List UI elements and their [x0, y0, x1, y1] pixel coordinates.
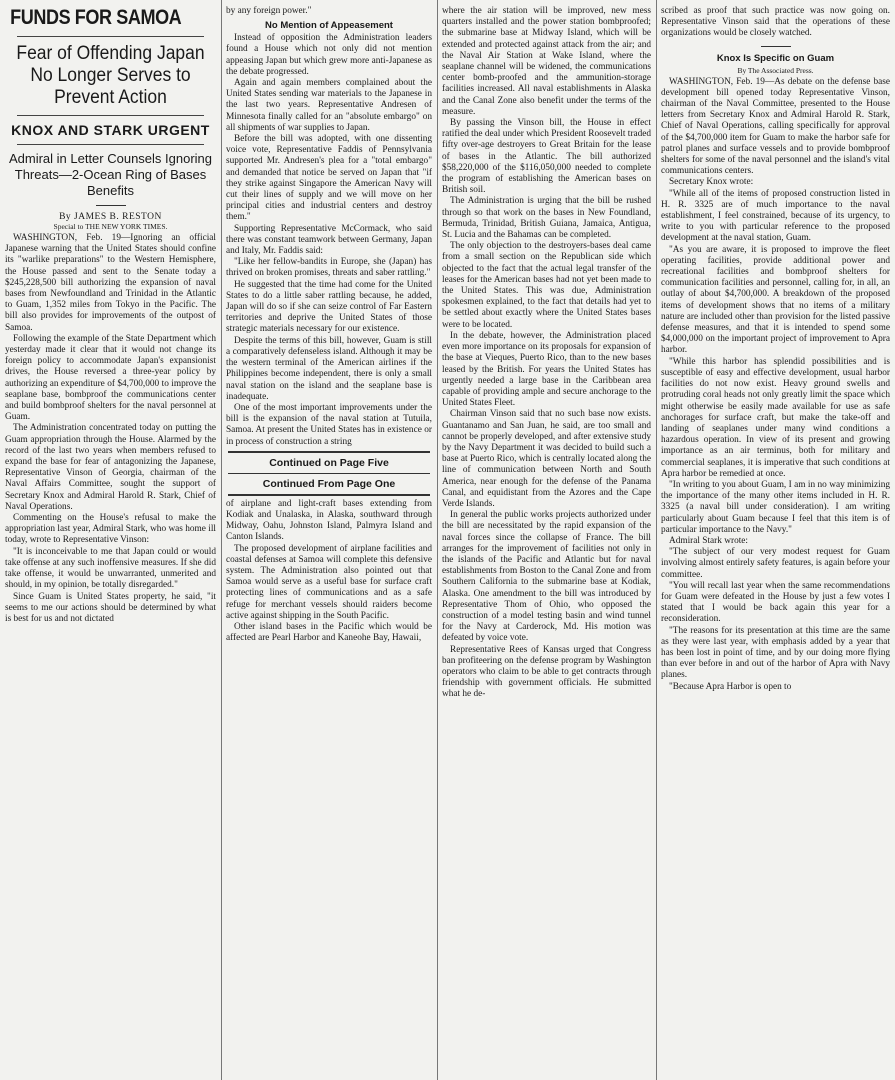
paragraph: Representative Rees of Kansas urged that Congress ban profiteering on the defense program by Washington operators who claim to be able to get contracts through friendship with government officials. He submitted what he de-: [442, 644, 651, 700]
paragraph: WASHINGTON, Feb. 19—As debate on the defense base development bill opened today Representative Vinson, chairman of the Naval Committee, presented to the House letters from Secretary Knox and Admiral Harold R. Stark, Chief of Naval Operations, calling specifically for approval of the $4,700,000 item for Guam to make the harbor safe for patrol planes and surface vessels and to provide bombproof shelters for some of the naval personnel and the island's vital communications centers.: [661, 76, 890, 177]
paragraph: "The reasons for its presentation at this time are the same as they were last year, with emphasis added by a year that has been lost in point of time, and by our doing more flying than ever before in and out of the harbor of Apra with Navy planes.: [661, 625, 890, 681]
paragraph: Again and again members complained about the United States sending war materials to the Japanese in the last two years. Representative Andresen of Minnesota finally called for an "absolute embargo" on all shipments of war supplies to Japan.: [226, 78, 432, 133]
paragraph: scribed as proof that such practice was now going on. Representative Vinson said that the operations of these organizations would be closely watched.: [661, 6, 890, 39]
headline-deck-2: KNOX AND STARK URGENT: [11, 122, 210, 138]
paragraph: The only objection to the destroyers-bases deal came from a small section on the Republican side which objected to the fact that the actual legal transfer of the leases for the American bases had not yet been made to the United States. This was due, Administration spokesmen explained, to the fact that details had yet to be settled about exactly where the United States bases were to be located.: [442, 241, 651, 330]
divider: [96, 205, 126, 206]
paragraph: Since Guam is United States property, he said, "it seems to me our actions should be determined by what is best for us and not dictated: [5, 591, 216, 624]
headline-deck-3: Admiral in Letter Counsels Ignoring Threats—2-Ocean Ring of Bases Benefits: [8, 151, 213, 198]
paragraph: The Administration concentrated today on putting the Guam appropriation through the House. Alarmed by the record of the last two years when members refused to expand the base for fear of antagonizing the Japanese, Representative Vinson of Georgia, chairman of the Naval Affairs Committee, sought the support of Secretary Knox and Admiral Harold R. Stark, Chief of Naval Operations.: [5, 423, 216, 512]
article-body: [5, 233, 216, 625]
paragraph: In the debate, however, the Administration placed even more importance on its proposals for expansion of the base at Vieques, Puerto Rico, than to the new bases leased by the British. For years the United States has urgently needed a large base in the Caribbean area capable of providing ample and secure anchorage to the United States Fleet.: [442, 330, 651, 409]
paragraph: One of the most important improvements under the bill is the expansion of the naval station at Tutuila, Samoa. At present the United States has in existence or in process of construction a string: [226, 402, 432, 447]
divider: [17, 144, 204, 145]
paragraph: "The subject of our very modest request for Guam involving almost entirely safety features, is again before your committee.: [661, 547, 890, 580]
paragraph: Other island bases in the Pacific which would be affected are Pearl Harbor and Kaneohe Bay, Hawaii,: [226, 621, 432, 644]
divider: [17, 36, 204, 37]
headline-deck-1: Fear of Offending Japan No Longer Serves to Prevent Action: [16, 43, 205, 108]
dateline-credit: Special to THE NEW YORK TIMES.: [53, 222, 168, 231]
dateline-credit: By The Associated Press.: [737, 65, 814, 75]
paragraph: "While all of the items of proposed construction listed in H. R. 3325 are of much importance to the naval establishment, I feel constrained, because of its urgency, to write to you with particular reference to the proposed development at the naval station, Guam.: [661, 188, 890, 244]
divider: [761, 46, 791, 47]
paragraph: "While this harbor has splendid possibilities and is susceptible of easy and effective development, usual harbor facilities do not now exist. Heavy ground swells and protruding coral heads not only greatly limit the space which might otherwise be easily made available for use as safe anchorages for surface craft, but make the take-off and landing of seaplanes under many wind conditions a hazardous operation. In view of its present and growing importance as an air terminus, both for military and commercial seaplanes, it is imperative that such conditions at Apra harbor be remedied at once.: [661, 356, 890, 479]
paragraph: where the air station will be improved, new mess quarters installed and the power station bombproofed; the submarine base at Midway Island, which will be extended and protected against attack from the air; and the Naval Air Station at Wake Island, where the seaplane channel will be widened, the communications center bomb-proofed and the ammunition-storage facilities increased. All naval establishments in Alaska and the Canal Zone also benefit under the terms of the measure.: [442, 6, 651, 117]
paragraph: By passing the Vinson bill, the House in effect ratified the deal under which President Roosevelt traded fifty over-age destroyers to Great Britain for the lease of bases in the Atlantic. The bill authorized $58,220,000 of the $116,050,000 needed to complete the program of establishing the American bases on British soil.: [442, 118, 651, 196]
paragraph: Despite the terms of this bill, however, Guam is still a comparatively defenseless island. Although it may be the western terminal of the American airlines if the Philippines become independent, there is only a small naval station on the island and the seaplane base is inadequate.: [226, 335, 432, 402]
paragraph: Admiral Stark wrote:: [669, 535, 749, 546]
paragraph: "It is inconceivable to me that Japan could or would take offense at any such inoffensive measures. If she did take offense, it would be unwarranted, unmerited and should, in my opinion, be totally disregarded.": [5, 546, 216, 591]
paragraph: WASHINGTON, Feb. 19—Ignoring an official Japanese warning that the United States should confine its "warlike preparations" to the Western Hemisphere, the House passed and sent to the Senate today a $245,228,500 bill authorizing the expansion of naval bases from Newfoundland and Trinidad in the Atlantic to Guam, 1,352 miles from Tokyo in the Pacific. The bill also provides for improvements of the outpost of Samoa.: [5, 233, 216, 333]
paragraph: of airplane and light-craft bases extending from Kodiak and Unalaska, in Alaska, southward through Midway, Oahu, Johnston Island, Palmyra Island and Canton Islands.: [226, 498, 432, 543]
paragraph: "Because Apra Harbor is open to: [669, 681, 792, 692]
paragraph: The proposed development of airplane facilities and coastal defenses at Samoa will complete this defensive system. The Administration also pointed out that Samoa would serve as a useful base for surface craft protecting lines of communications and as a safe refuge for merchant vessels should raiders become active against shipping in the South Pacific.: [226, 543, 432, 621]
continuation-box: [228, 451, 430, 496]
paragraph: He suggested that the time had come for the United States to do a little saber rattling because, he added, Japan will do so if she can seize control of Far Eastern territories and deprive the United States of those strategic materials necessary for our existence.: [226, 279, 432, 335]
column-3: [437, 0, 656, 1080]
paragraph: The Administration is urging that the bill be rushed through so that work on the bases in New Foundland, Bermuda, Trinidad, British Guiana, Jamaica, Antigua, St. Lucia and the Bahamas can be completed.: [442, 196, 651, 241]
main-headline: FUNDS FOR SAMOA: [10, 6, 182, 29]
paragraph: "Like her fellow-bandits in Europe, she (Japan) has thrived on broken promises, threats and saber rattling.": [226, 257, 432, 279]
paragraph: "You will recall last year when the same recommendations for Guam were defeated in the House by just a few votes I stated that I would be back again this year for a reconsideration.: [661, 580, 890, 625]
paragraph: Commenting on the House's refusal to make the appropriation last year, Admiral Stark, who was home ill today, wrote to Representative Vinson:: [5, 513, 216, 546]
divider: [17, 115, 204, 116]
paragraph: Supporting Representative McCormack, who said there was constant teamwork between Germany, Japan and Italy, Mr. Faddis said:: [226, 223, 432, 257]
paragraph: In general the public works projects authorized under the bill are necessitated by the rapid expansion of the naval forces since the collapse of France. The bill arranges for the improvement of facilities not only in the islands of the Pacific and Atlantic but for naval establishments from Boston to the Canal Zone and from Southern California to the submarine base at Kodiak, Alaska. One amendment to the bill was introduced by Representative Thom of Ohio, who opposed the construction of a model testing basin and wind tunnel for the Navy at Carderock, Md. His motion was defeated by voice vote.: [442, 510, 651, 644]
paragraph: Before the bill was adopted, with one dissenting voice vote, Representative Faddis of Pennsylvania supported Mr. Andresen's plea for a "total embargo" and demanded that notice be served on Japan that "if they strike against Singapore the American Navy will cut their lines of supply and we will move on her principal cities and industrial centers and destroy them.": [226, 134, 432, 223]
paragraph: Chairman Vinson said that no such base now exists. Guantanamo and San Juan, he said, are too small and cannot be properly developed, and after extensive study by the Navy Department it was decided to build such a base at Puerto Rico, which is centrally located along the line of communication between North and South America, near enough for the defense of the Panama Canal, and equidistant from the Azores and the Cape Verde Islands.: [442, 409, 651, 509]
paragraph: Secretary Knox wrote:: [669, 177, 754, 188]
column-4: [656, 0, 895, 1080]
continued-from-label: Continued From Page One: [228, 473, 430, 494]
section-subhead: Knox Is Specific on Guam: [716, 52, 835, 64]
paragraph: by any foreign power.": [226, 6, 312, 16]
column-1: [0, 0, 221, 1080]
section-subhead: No Mention of Appeasement: [265, 20, 393, 32]
byline: By JAMES B. RESTON: [59, 212, 162, 222]
column-2: [221, 0, 437, 1080]
paragraph: Following the example of the State Department which yesterday made it clear that it would not change its foreign policy to accommodate Japan's expansionist drives, the House reversed a three-year policy by authorizing an expenditure of $4,700,000 to improve the seaplane base, bombproof the communications center and build bombproof shelters for the naval personnel at Guam.: [5, 333, 216, 423]
continued-on-label: Continued on Page Five: [269, 456, 389, 469]
paragraph: Instead of opposition the Administration leaders found a House which not only did not mention appeasing Japan but which grew more anti-Japanese as the debate progressed.: [226, 33, 432, 77]
paragraph: "In writing to you about Guam, I am in no way minimizing the importance of the many other items included in H. R. 3325 (a naval bill under consideration). I am writing particularly about Guam because I feel that this item is of particular importance to the Navy.": [661, 479, 890, 535]
paragraph: "As you are aware, it is proposed to improve the fleet operating facilities, provide additional power and recreational facilities and bombproof shelters for communication facilities and personnel, calling for, in all, an outlay of about $4,700,000. A breakdown of the proposed items of development shows that no items of a military nature are included other than provision for the listed passive defense measures, and that it is intended to spend some $4,000,000 on the important project of improvement to Apra harbor.: [661, 244, 890, 356]
